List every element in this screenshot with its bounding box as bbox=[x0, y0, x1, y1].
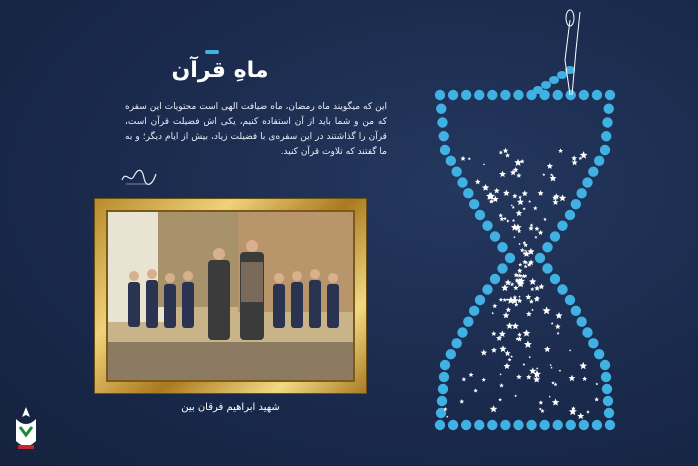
emblem-icon bbox=[8, 405, 44, 453]
star-icon bbox=[499, 373, 501, 375]
bead bbox=[579, 420, 589, 430]
star-icon bbox=[555, 324, 561, 330]
star-icon bbox=[490, 405, 498, 412]
poster-title: ماهِ قرآن bbox=[171, 58, 269, 83]
star-icon bbox=[499, 345, 506, 352]
star-icon bbox=[505, 279, 512, 286]
bead bbox=[435, 90, 445, 100]
bead bbox=[490, 231, 500, 241]
star-icon bbox=[534, 296, 540, 302]
bead bbox=[588, 166, 598, 176]
bead bbox=[461, 420, 471, 430]
star-icon bbox=[475, 179, 481, 185]
star-icon bbox=[501, 284, 508, 291]
bead bbox=[541, 81, 551, 89]
star-icon bbox=[542, 306, 550, 314]
star-icon bbox=[512, 193, 517, 198]
bead bbox=[436, 104, 446, 114]
bead bbox=[604, 408, 614, 418]
star-icon bbox=[511, 204, 513, 206]
bead bbox=[440, 145, 450, 155]
bead bbox=[451, 166, 461, 176]
star-icon bbox=[569, 408, 577, 416]
bead bbox=[469, 199, 479, 209]
photo bbox=[106, 210, 355, 382]
star-icon bbox=[503, 312, 510, 318]
star-icon bbox=[594, 397, 599, 401]
star-icon bbox=[446, 416, 448, 418]
star-icon bbox=[505, 153, 510, 158]
star-icon bbox=[499, 171, 506, 178]
star-icon bbox=[538, 230, 543, 235]
bead bbox=[602, 117, 612, 127]
signature-icon bbox=[118, 164, 160, 190]
star-icon bbox=[550, 366, 552, 368]
bead bbox=[605, 420, 615, 430]
bead bbox=[463, 188, 473, 198]
star-icon bbox=[510, 282, 514, 286]
bead bbox=[592, 420, 602, 430]
bead bbox=[448, 420, 458, 430]
star-icon bbox=[524, 264, 528, 268]
star-icon bbox=[517, 298, 522, 303]
bead bbox=[474, 420, 484, 430]
bead bbox=[552, 420, 562, 430]
bead bbox=[435, 420, 445, 430]
star-icon bbox=[516, 173, 521, 178]
bead bbox=[594, 349, 604, 359]
star-icon bbox=[529, 299, 534, 304]
bead bbox=[600, 145, 610, 155]
photo-caption: شهید ابراهیم فرقان بین bbox=[181, 402, 280, 413]
star-icon bbox=[506, 322, 513, 329]
star-icon bbox=[491, 312, 494, 315]
star-icon bbox=[517, 332, 522, 336]
bead bbox=[437, 396, 447, 406]
bead bbox=[566, 90, 576, 100]
bead bbox=[552, 90, 562, 100]
bead bbox=[566, 420, 576, 430]
star-icon bbox=[520, 248, 525, 253]
star-icon bbox=[523, 363, 526, 366]
star-icon bbox=[538, 284, 544, 290]
star-icon bbox=[559, 194, 566, 201]
star-icon bbox=[482, 184, 489, 191]
star-icon bbox=[577, 413, 584, 420]
star-icon bbox=[499, 150, 503, 154]
bead bbox=[439, 372, 449, 382]
star-icon bbox=[555, 312, 562, 319]
star-icon bbox=[517, 198, 524, 205]
star-icon bbox=[482, 378, 486, 382]
bead bbox=[439, 131, 449, 141]
bead bbox=[463, 316, 473, 326]
star-icon bbox=[481, 349, 488, 355]
bead bbox=[601, 372, 611, 382]
bead bbox=[482, 221, 492, 231]
star-icon bbox=[547, 163, 553, 169]
star-icon bbox=[534, 236, 537, 239]
star-icon bbox=[506, 219, 509, 222]
title-accent bbox=[205, 50, 219, 54]
star-icon bbox=[462, 377, 467, 382]
bead bbox=[482, 284, 492, 294]
star-icon bbox=[543, 217, 547, 221]
bead bbox=[438, 384, 448, 394]
bead bbox=[500, 420, 510, 430]
star-icon bbox=[514, 394, 517, 397]
star-icon bbox=[534, 226, 539, 231]
star-icon bbox=[557, 332, 560, 335]
bead bbox=[487, 90, 497, 100]
star-icon bbox=[499, 383, 504, 387]
star-icon bbox=[550, 364, 552, 366]
star-icon bbox=[518, 243, 520, 245]
bead bbox=[469, 306, 479, 316]
star-icon bbox=[518, 295, 520, 297]
star-icon bbox=[528, 356, 531, 359]
star-icon bbox=[552, 399, 560, 406]
bead bbox=[539, 420, 549, 430]
star-icon bbox=[516, 210, 523, 216]
star-icon bbox=[530, 223, 534, 227]
bead bbox=[571, 199, 581, 209]
bead bbox=[457, 177, 467, 187]
star-icon bbox=[531, 309, 534, 312]
bead bbox=[535, 253, 545, 263]
star-icon bbox=[528, 200, 531, 203]
star-icon bbox=[529, 278, 536, 285]
star-icon bbox=[468, 157, 471, 160]
star-icon bbox=[571, 155, 577, 160]
star-icon bbox=[494, 188, 500, 194]
star-icon bbox=[459, 399, 464, 404]
bead bbox=[437, 117, 447, 127]
bead bbox=[457, 327, 467, 337]
star-icon bbox=[491, 331, 496, 336]
star-icon bbox=[542, 173, 545, 176]
star-icon bbox=[505, 350, 511, 356]
star-icon bbox=[498, 213, 503, 217]
bead bbox=[557, 221, 567, 231]
bead bbox=[579, 90, 589, 100]
bead bbox=[500, 90, 510, 100]
bead bbox=[604, 104, 614, 114]
star-icon bbox=[526, 311, 532, 317]
bead bbox=[605, 90, 615, 100]
star-icon bbox=[492, 303, 497, 308]
star-icon bbox=[523, 329, 531, 336]
star-icon bbox=[523, 207, 526, 210]
bead bbox=[513, 90, 523, 100]
star-icon bbox=[569, 349, 571, 351]
star-icon bbox=[552, 199, 558, 205]
star-icon bbox=[506, 307, 512, 312]
bead bbox=[448, 90, 458, 100]
star-icon bbox=[526, 374, 532, 379]
bead bbox=[474, 90, 484, 100]
bead bbox=[594, 156, 604, 166]
star-icon bbox=[506, 298, 509, 301]
star-icon bbox=[569, 375, 576, 382]
bead bbox=[461, 90, 471, 100]
bead bbox=[549, 76, 559, 84]
star-icon bbox=[460, 156, 465, 161]
star-icon bbox=[524, 340, 532, 348]
star-icon bbox=[551, 322, 554, 325]
bead bbox=[475, 295, 485, 305]
star-icon bbox=[586, 410, 590, 414]
star-icon bbox=[549, 395, 551, 397]
star-icon bbox=[579, 362, 587, 369]
bead bbox=[565, 295, 575, 305]
star-icon bbox=[512, 323, 519, 330]
star-icon bbox=[582, 376, 587, 381]
bead bbox=[526, 420, 536, 430]
star-icon bbox=[559, 369, 562, 372]
star-icon bbox=[498, 398, 502, 402]
star-icon bbox=[538, 190, 544, 196]
star-icon bbox=[578, 156, 582, 160]
star-icon bbox=[508, 358, 512, 362]
star-icon bbox=[503, 217, 507, 220]
photo-frame bbox=[94, 198, 367, 394]
star-icon bbox=[517, 268, 522, 273]
bead bbox=[592, 90, 602, 100]
bead bbox=[550, 231, 560, 241]
star-icon bbox=[536, 367, 539, 369]
star-icon bbox=[503, 190, 510, 196]
star-icon bbox=[520, 159, 525, 163]
bead bbox=[557, 71, 567, 79]
bead bbox=[603, 396, 613, 406]
star-icon bbox=[513, 285, 518, 290]
bead bbox=[571, 306, 581, 316]
bead bbox=[588, 338, 598, 348]
bead bbox=[513, 420, 523, 430]
star-icon bbox=[549, 175, 556, 182]
bead bbox=[550, 274, 560, 284]
star-icon bbox=[512, 219, 515, 222]
bead bbox=[533, 86, 543, 94]
bead bbox=[446, 349, 456, 359]
star-icon bbox=[514, 159, 522, 166]
bead bbox=[542, 242, 552, 252]
rosary-beads bbox=[435, 66, 615, 430]
quote-text: این که میگویند ماه رمضان، ماه ضیافت الهی است محتویات این سفره که من و شما باید از آن استفاده کنیم، یکی اش فضیلت قرآن است، قرآن را گذاشتند در این سفره‌ی با فضیلت زیاد، بیش از ایام دیگر؛ و به ما گفتند که تلاوت قرآن کنید. bbox=[125, 102, 387, 157]
star-icon bbox=[510, 355, 513, 358]
star-icon bbox=[499, 298, 504, 302]
bead bbox=[600, 360, 610, 370]
star-icon bbox=[518, 195, 522, 199]
star-icon bbox=[595, 383, 598, 386]
bead bbox=[497, 242, 507, 252]
star-icon bbox=[517, 336, 523, 341]
bead bbox=[582, 177, 592, 187]
star-icon bbox=[469, 372, 474, 377]
bead bbox=[542, 263, 552, 273]
star-icon bbox=[491, 347, 497, 353]
bead bbox=[557, 284, 567, 294]
bead bbox=[451, 338, 461, 348]
star-icon bbox=[503, 298, 507, 302]
bead bbox=[576, 316, 586, 326]
star-icon bbox=[504, 363, 511, 369]
rosary-hourglass bbox=[420, 0, 640, 466]
bead bbox=[475, 210, 485, 220]
bead bbox=[602, 384, 612, 394]
bead bbox=[487, 420, 497, 430]
star-icon bbox=[533, 206, 538, 210]
star-icon bbox=[473, 388, 477, 392]
star-icon bbox=[518, 263, 522, 267]
star-icon bbox=[558, 148, 563, 153]
star-icon bbox=[530, 287, 534, 291]
star-icon bbox=[516, 374, 522, 379]
bead bbox=[565, 210, 575, 220]
star-icon bbox=[539, 400, 544, 405]
star-icon bbox=[539, 407, 542, 410]
bead bbox=[497, 263, 507, 273]
bead bbox=[490, 274, 500, 284]
bead bbox=[440, 360, 450, 370]
star-icon bbox=[544, 346, 551, 352]
star-icon bbox=[503, 148, 509, 153]
bead bbox=[446, 156, 456, 166]
star-icon bbox=[499, 330, 506, 337]
star-icon bbox=[525, 294, 531, 300]
bead bbox=[601, 131, 611, 141]
bead bbox=[576, 188, 586, 198]
star-icon bbox=[580, 151, 588, 159]
star-icon bbox=[513, 236, 516, 238]
star-icon bbox=[554, 382, 558, 386]
bead bbox=[505, 253, 515, 263]
star-icon bbox=[522, 190, 528, 196]
star-icon bbox=[483, 163, 485, 165]
bead bbox=[582, 327, 592, 337]
